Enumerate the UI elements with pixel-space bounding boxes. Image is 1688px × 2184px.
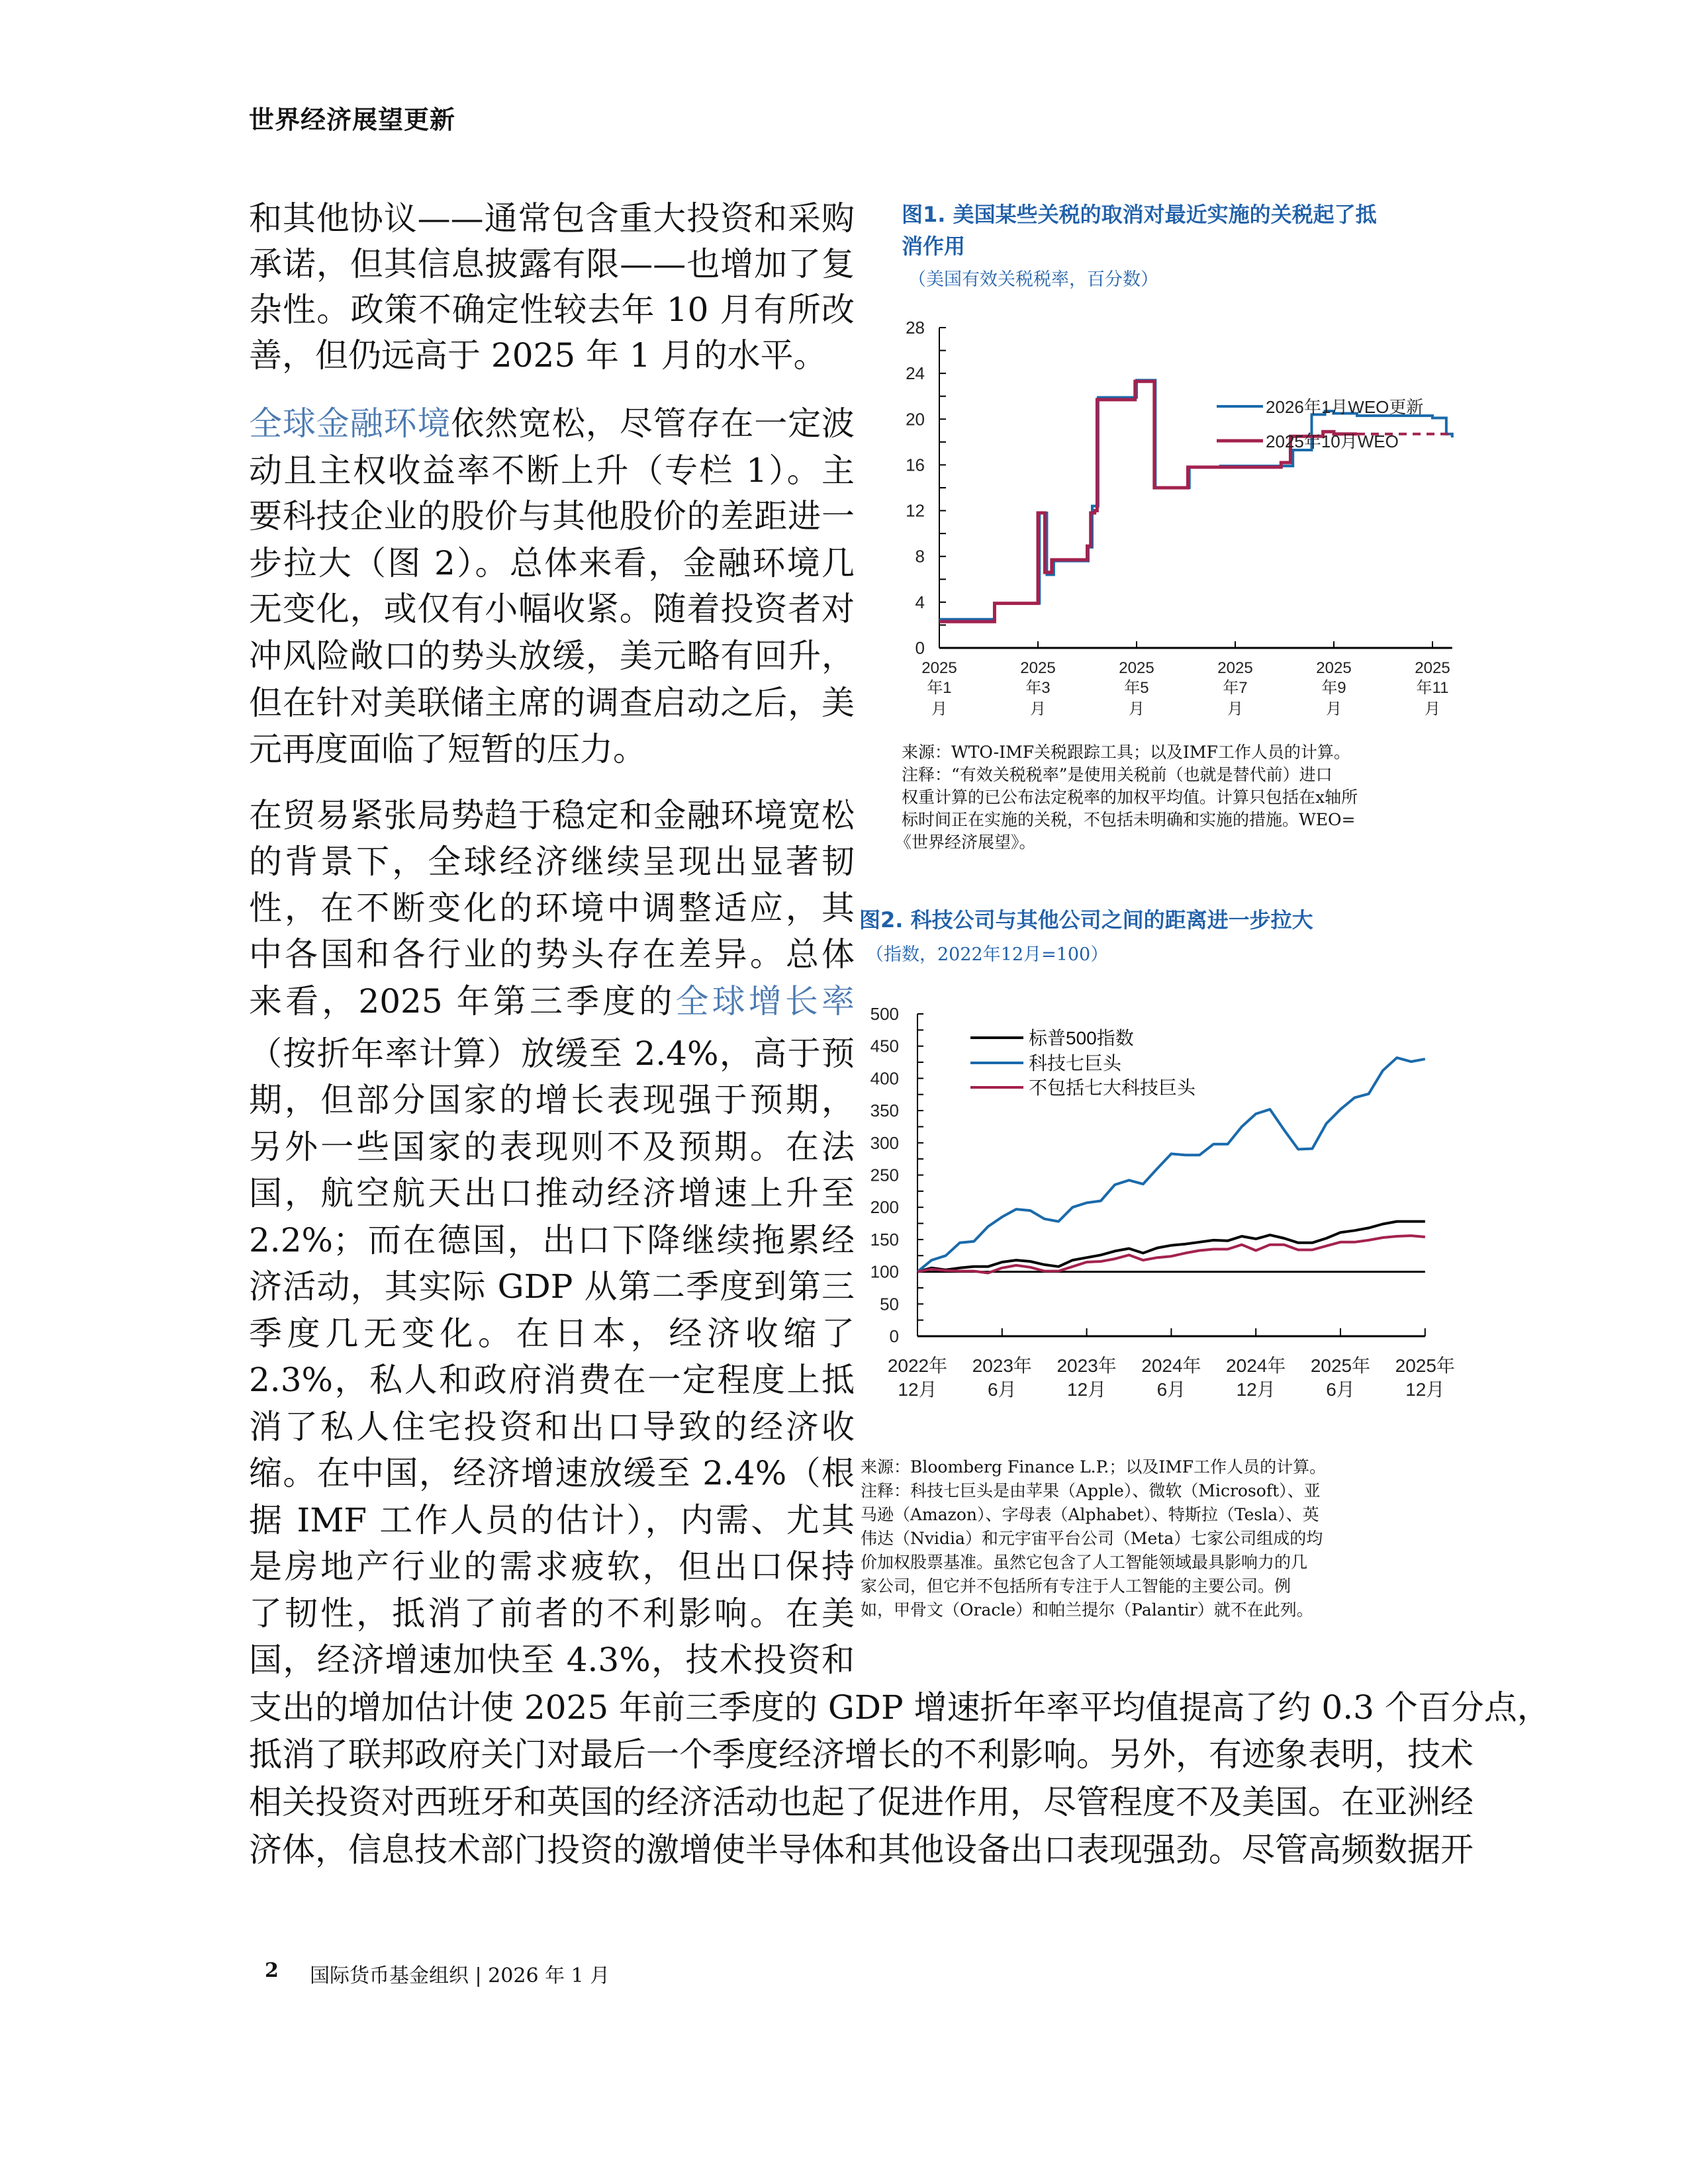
y-tick-label: 12 bbox=[906, 500, 925, 521]
text-line: 承诺，但其信息披露有限——也增加了复 bbox=[249, 245, 855, 283]
text-line: 济活动，其实际 GDP 从第二季度到第三 bbox=[249, 1267, 855, 1306]
x-tick-label: 2025 bbox=[1217, 659, 1253, 677]
footer-text: 国际货币基金组织 | 2026 年 1 月 bbox=[310, 1964, 610, 1987]
running-header: 世界经济展望更新 bbox=[249, 105, 456, 134]
text-line: 期，但部分国家的增长表现强于预期， bbox=[249, 1081, 855, 1119]
figure-1-source: 来源：WTO-IMF关税跟踪工具；以及IMF工作人员的计算。 bbox=[902, 743, 1350, 762]
text-line: 的背景下，全球经济继续呈现出显著韧 bbox=[249, 842, 855, 881]
legend-label: 2025年10月WEO bbox=[1266, 432, 1399, 451]
y-tick-label: 250 bbox=[870, 1165, 899, 1185]
x-tick-label: 12月 bbox=[1405, 1379, 1445, 1400]
text-line: 了韧性，抵消了前者的不利影响。在美 bbox=[249, 1594, 855, 1633]
x-tick-label: 2024年 bbox=[1141, 1355, 1201, 1376]
y-tick-label: 450 bbox=[870, 1036, 899, 1056]
y-tick-label: 50 bbox=[880, 1294, 899, 1314]
y-tick-label: 300 bbox=[870, 1132, 899, 1153]
text-line: 季度几无变化。在日本，经济收缩了 bbox=[249, 1314, 855, 1353]
text-line: 国，航空航天出口推动经济增速上升至 bbox=[249, 1174, 855, 1212]
x-tick-label: 2025年 bbox=[1395, 1355, 1455, 1376]
text-line: 2.2%；而在德国，出口下降继续拖累经 bbox=[249, 1221, 855, 1259]
x-tick-label: 2023年 bbox=[1056, 1355, 1117, 1376]
x-tick-label: 月 bbox=[1129, 700, 1145, 718]
x-tick-label: 2025 bbox=[1119, 659, 1154, 677]
text-line: 中各国和各行业的势头存在差异。总体 bbox=[249, 935, 855, 974]
y-tick-label: 150 bbox=[870, 1229, 899, 1250]
x-tick-label: 2023年 bbox=[972, 1355, 1032, 1376]
figure-1-note-line: 《世界经济展望》。 bbox=[895, 833, 1036, 852]
legend-label: 标普500指数 bbox=[1029, 1028, 1134, 1048]
x-tick-label: 年3 bbox=[1025, 679, 1051, 697]
y-tick-label: 20 bbox=[906, 409, 925, 430]
page-number: 2 bbox=[265, 1959, 279, 1982]
text-line: 相关投资对西班牙和英国的经济活动也起了促进作用，尽管程度不及美国。在亚洲经 bbox=[249, 1783, 1474, 1821]
y-tick-label: 4 bbox=[915, 592, 925, 612]
x-tick-label: 6月 bbox=[1156, 1379, 1186, 1400]
y-tick-label: 350 bbox=[870, 1101, 899, 1121]
text-span: 依然宽松，尽管存在一定波 bbox=[451, 404, 855, 443]
x-tick-label: 12月 bbox=[898, 1379, 937, 1400]
link-global-financial-conditions[interactable]: 全球金融环境 bbox=[249, 404, 451, 443]
text-line: 在贸易紧张局势趋于稳定和金融环境宽松 bbox=[249, 796, 855, 835]
legend-label: 2026年1月WEO更新 bbox=[1266, 397, 1424, 417]
series-line-1 bbox=[939, 381, 1357, 621]
text-line: 缩。在中国，经济增速放缓至 2.4%（根 bbox=[249, 1454, 855, 1492]
text-span: 来看，2025 年第三季度的 bbox=[249, 982, 676, 1021]
x-tick-label: 年11 bbox=[1416, 679, 1449, 697]
text-line: 步拉大（图 2）。总体来看，金融环境几 bbox=[249, 544, 855, 582]
text-line: 但在针对美联储主席的调查启动之后，美 bbox=[249, 684, 855, 722]
text-line: 另外一些国家的表现则不及预期。在法 bbox=[249, 1128, 855, 1166]
figure-1-title-line: 消作用 bbox=[902, 234, 966, 259]
x-tick-label: 2022年 bbox=[887, 1355, 948, 1376]
text-line: 冲风险敞口的势头放缓，美元略有回升， bbox=[249, 637, 855, 675]
figure-2-title: 图2. 科技公司与其他公司之间的距离进一步拉大 bbox=[859, 907, 1313, 933]
y-tick-label: 400 bbox=[870, 1068, 899, 1089]
y-tick-label: 0 bbox=[915, 638, 925, 658]
y-tick-label: 16 bbox=[906, 455, 925, 475]
x-tick-label: 月 bbox=[1030, 700, 1046, 718]
text-line: 据 IMF 工作人员的估计），内需、尤其 bbox=[249, 1501, 855, 1539]
text-line bbox=[249, 404, 855, 443]
text-line bbox=[249, 981, 855, 1021]
x-tick-label: 年1 bbox=[927, 679, 952, 697]
text-line: 性，在不断变化的环境中调整适应，其 bbox=[249, 889, 855, 927]
figure-1-note-line: 注释：“有效关税税率”是使用关税前（也就是替代前）进口 bbox=[902, 765, 1333, 784]
figure-2-note-line: 马逊（Amazon）、字母表（Alphabet）、特斯拉（Tesla）、英 bbox=[861, 1505, 1319, 1524]
figure-2-note-line: 家公司，但它并不包括所有专注于人工智能的主要公司。例 bbox=[861, 1576, 1291, 1596]
x-tick-label: 月 bbox=[931, 700, 947, 718]
text-line: （按折年率计算）放缓至 2.4%，高于预 bbox=[249, 1034, 855, 1073]
y-tick-label: 500 bbox=[870, 1004, 899, 1024]
legend-label: 不包括七大科技巨头 bbox=[1029, 1077, 1196, 1098]
figure-1-note-line: 权重计算的已公布法定税率的加权平均值。计算只包括在x轴所 bbox=[902, 788, 1358, 807]
x-tick-label: 12月 bbox=[1067, 1379, 1107, 1400]
text-line: 动且主权收益率不断上升（专栏 1）。主 bbox=[249, 451, 855, 490]
text-line: 善，但仍远高于 2025 年 1 月的水平。 bbox=[249, 336, 827, 375]
figure-2-note-line: 注释：科技七巨头是由苹果（Apple）、微软（Microsoft）、亚 bbox=[861, 1481, 1321, 1500]
x-tick-label: 2025 bbox=[1415, 659, 1450, 677]
y-tick-label: 28 bbox=[906, 318, 925, 338]
text-line: 要科技企业的股价与其他股价的差距进一 bbox=[249, 497, 855, 535]
figure-2-note-line: 伟达（Nvidia）和元宇宙平台公司（Meta）七家公司组成的均 bbox=[861, 1529, 1323, 1548]
figure-2-note-line: 如，甲骨文（Oracle）和帕兰提尔（Palantir）就不在此列。 bbox=[861, 1600, 1313, 1619]
text-line: 消了私人住宅投资和出口导致的经济收 bbox=[249, 1408, 855, 1446]
x-tick-label: 2025 bbox=[1316, 659, 1352, 677]
figure-2-note-line: 价加权股票基准。虽然它包含了人工智能领域最具影响力的几 bbox=[861, 1553, 1308, 1572]
x-tick-label: 年9 bbox=[1321, 679, 1346, 697]
figure-1-note-line: 标时间正在实施的关税，不包括未明确和实施的措施。WEO= bbox=[902, 810, 1356, 829]
figure-1-title-line: 图1. 美国某些关税的取消对最近实施的关税起了抵 bbox=[902, 202, 1377, 227]
text-line: 无变化，或仅有小幅收紧。随着投资者对 bbox=[249, 590, 855, 628]
series-line-0 bbox=[917, 1222, 1425, 1272]
y-tick-label: 100 bbox=[870, 1261, 899, 1282]
figure-2-source: 来源：Bloomberg Finance L.P.；以及IMF工作人员的计算。 bbox=[861, 1457, 1327, 1477]
text-line: 国，经济增速加快至 4.3%，技术投资和 bbox=[249, 1641, 855, 1679]
x-tick-label: 年5 bbox=[1124, 679, 1149, 697]
text-line: 支出的增加估计使 2025 年前三季度的 GDP 增速折年率平均值提高了约 0.3 个百分点， bbox=[249, 1688, 1550, 1727]
x-tick-label: 2025 bbox=[1020, 659, 1056, 677]
x-tick-label: 6月 bbox=[988, 1379, 1017, 1400]
text-line: 济体，信息技术部门投资的激增使半导体和其他设备出口表现强劲。尽管高频数据开 bbox=[249, 1831, 1474, 1869]
x-tick-label: 12月 bbox=[1236, 1379, 1276, 1400]
y-tick-label: 200 bbox=[870, 1197, 899, 1218]
x-tick-label: 月 bbox=[1227, 700, 1243, 718]
x-tick-label: 月 bbox=[1425, 700, 1440, 718]
figure-1-chart bbox=[854, 304, 1476, 741]
figure-1-subtitle: （美国有效关税税率，百分数） bbox=[908, 269, 1158, 290]
text-line: 杂性。政策不确定性较去年 10 月有所改 bbox=[249, 291, 855, 329]
text-line: 抵消了联邦政府关门对最后一个季度经济增长的不利影响。另外，有迹象表明，技术 bbox=[249, 1735, 1474, 1774]
x-tick-label: 2025 bbox=[921, 659, 957, 677]
figure-2-subtitle: （指数，2022年12月=100） bbox=[866, 944, 1109, 965]
y-tick-label: 8 bbox=[915, 546, 925, 567]
x-tick-label: 月 bbox=[1326, 700, 1342, 718]
text-line: 是房地产行业的需求疲软，但出口保持 bbox=[249, 1547, 855, 1586]
text-line: 2.3%，私人和政府消费在一定程度上抵 bbox=[249, 1361, 855, 1399]
link-global-growth[interactable]: 全球增长率 bbox=[675, 982, 855, 1021]
x-tick-label: 6月 bbox=[1326, 1379, 1355, 1400]
y-tick-label: 0 bbox=[889, 1326, 899, 1346]
legend-label: 科技七巨头 bbox=[1029, 1053, 1122, 1073]
y-tick-label: 24 bbox=[906, 363, 925, 384]
x-tick-label: 2025年 bbox=[1310, 1355, 1371, 1376]
text-line: 和其他协议——通常包含重大投资和采购 bbox=[249, 199, 855, 238]
text-line: 元再度面临了短暂的压力。 bbox=[249, 730, 646, 768]
x-tick-label: 2024年 bbox=[1226, 1355, 1286, 1376]
x-tick-label: 年7 bbox=[1223, 679, 1248, 697]
series-line-2 bbox=[917, 1236, 1425, 1273]
figure-2-chart bbox=[854, 993, 1476, 1430]
